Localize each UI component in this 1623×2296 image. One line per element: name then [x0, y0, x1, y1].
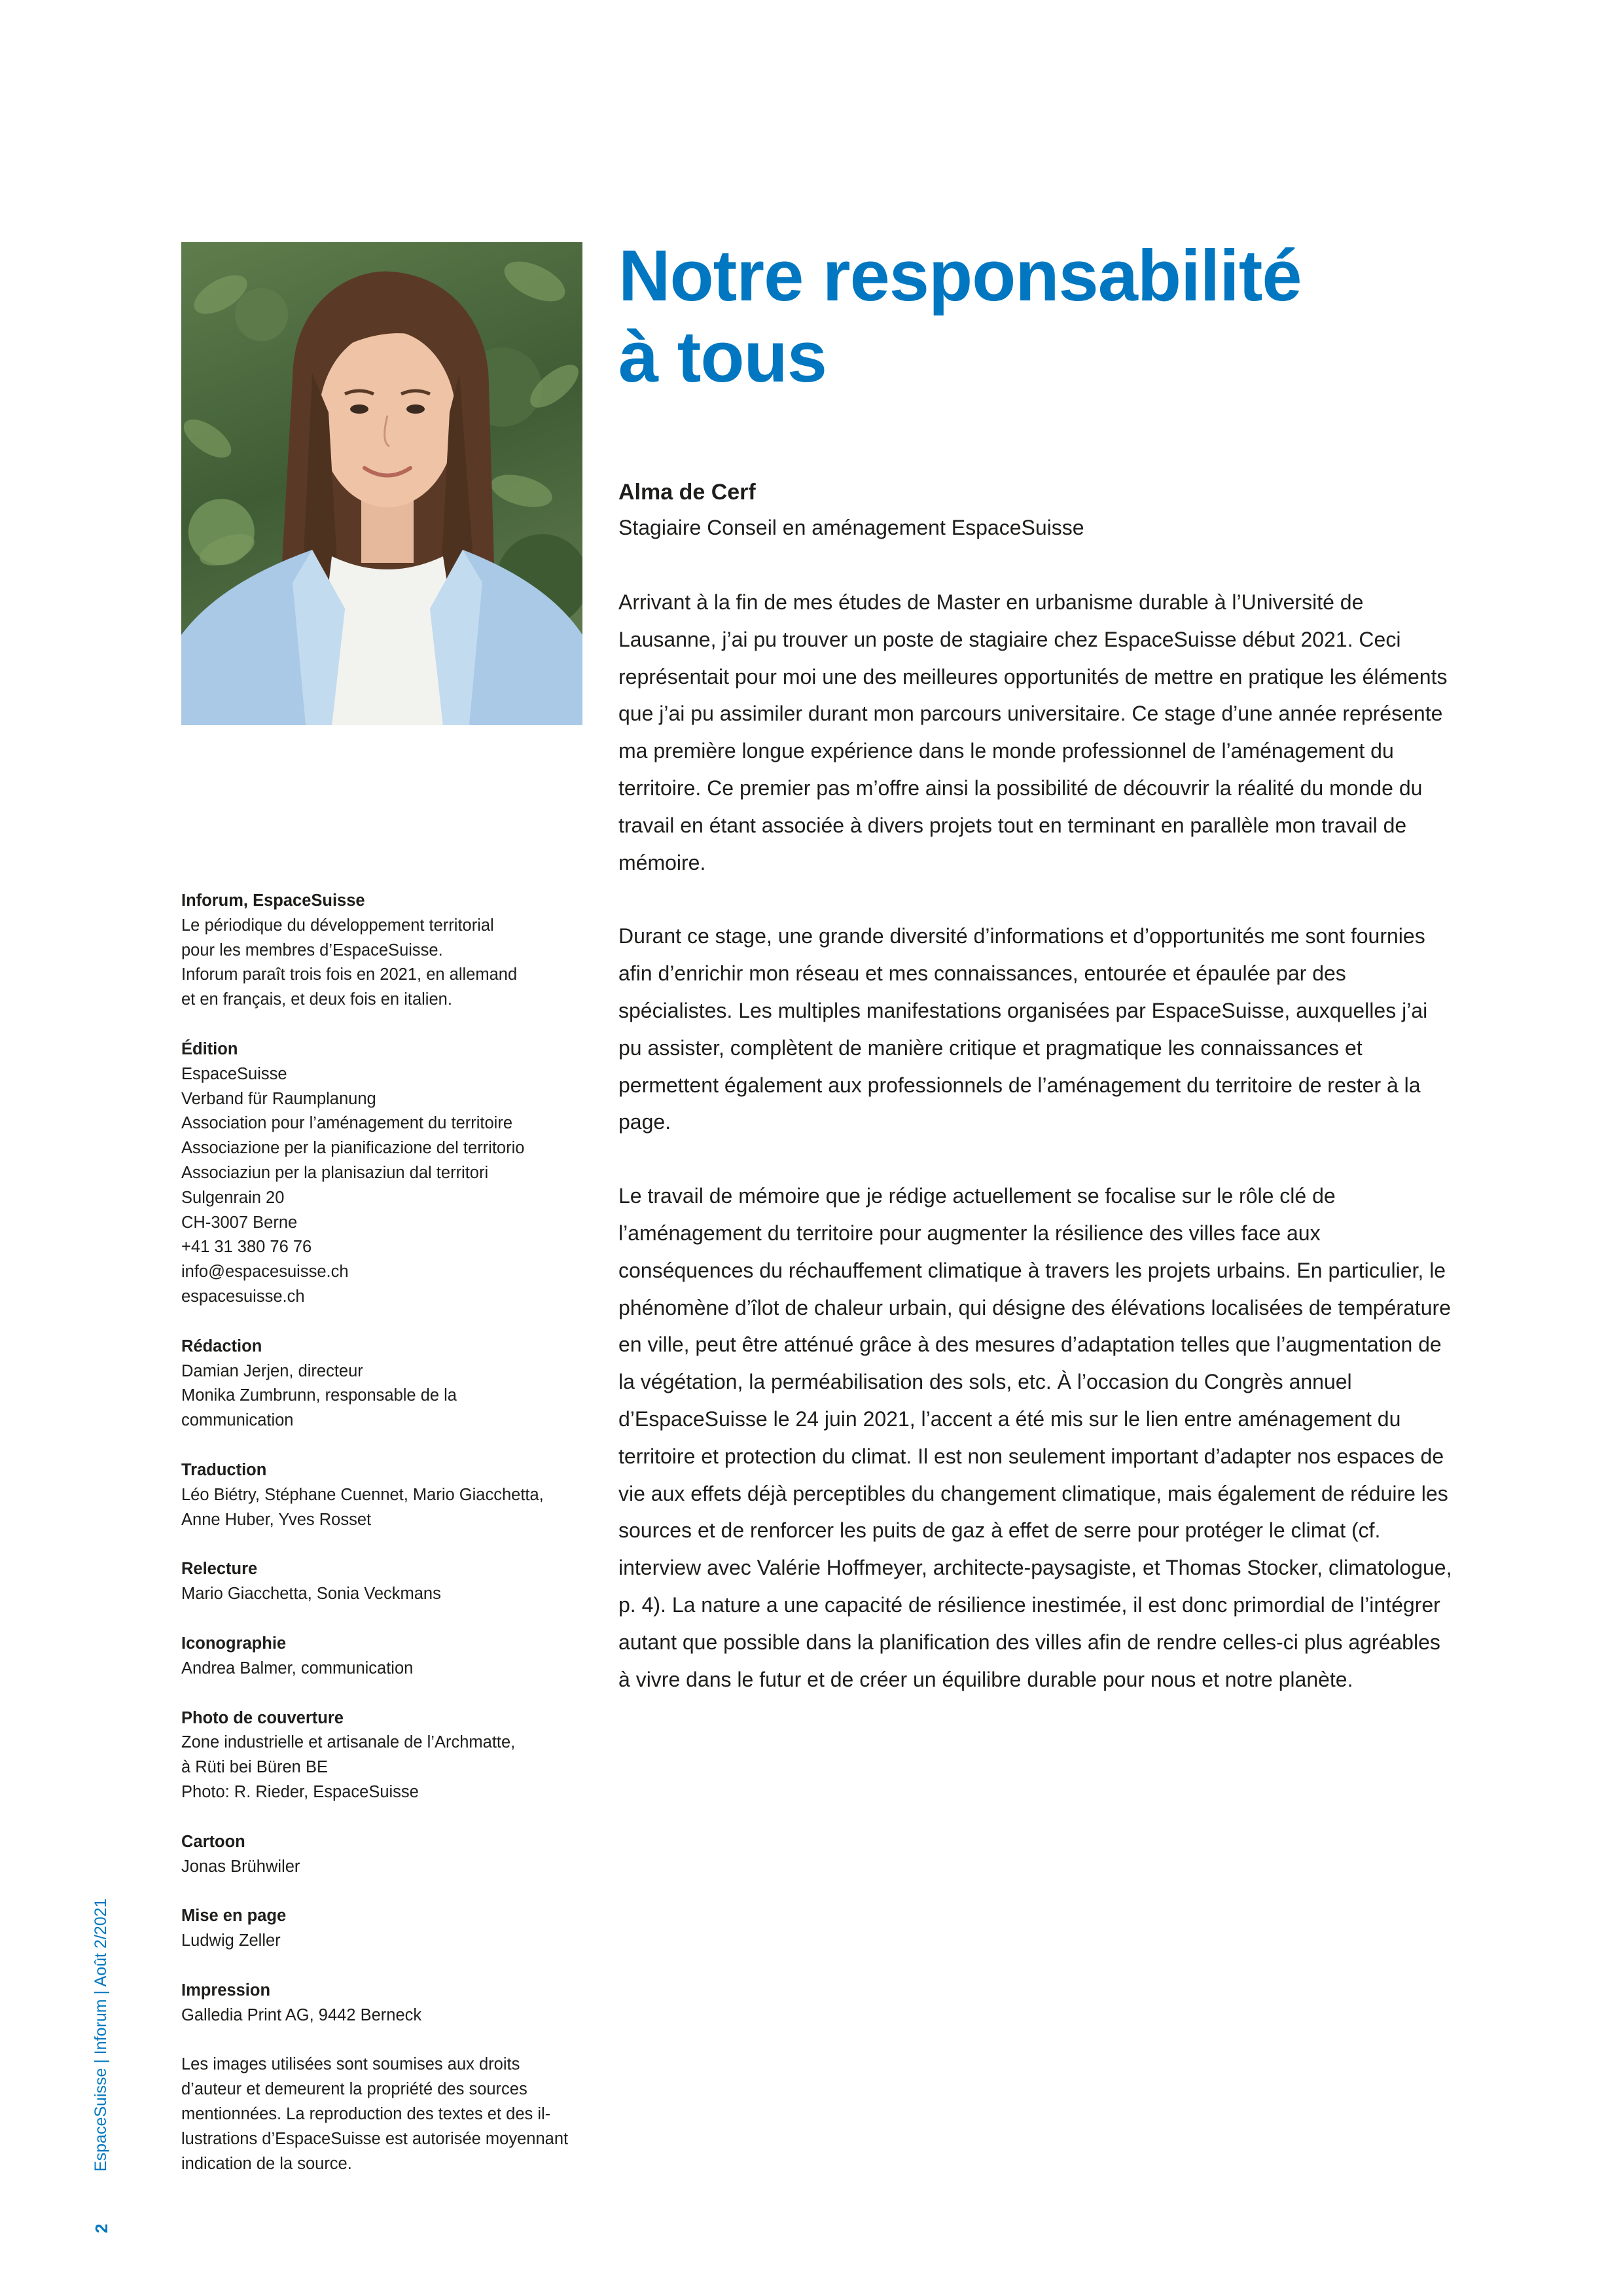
title-line-1: Notre responsabilité — [618, 236, 1302, 316]
body-paragraph-2: Durant ce stage, une grande diversité d’informations et d’opportunités me sont fournies afin d’enrichir mon réseau et mes connaissances, entourée et épaulée par des spécialistes. Les multiples manifestations organisées par EspaceSuisse, auxquelles j’ai pu assister, complètent de manière critique et pragmatique les connaissances et permettent également aux professionnels de l’aménagement du territoire de rester à la page. — [618, 924, 1428, 1134]
imprint-impression-line: Galledia Print AG, 9442 Berneck — [181, 2005, 422, 2024]
imprint-iconographie-line: Andrea Balmer, communication — [181, 1659, 414, 1677]
author-role: Stagiaire Conseil en aménagement EspaceSuisse — [618, 516, 1084, 539]
imprint-rights-line: indication de la source. — [181, 2154, 352, 2173]
author-name: Alma de Cerf — [618, 480, 756, 505]
imprint-edition-line: Sulgenrain 20 — [181, 1188, 285, 1207]
imprint-intro-heading: Inforum, EspaceSuisse — [181, 891, 365, 910]
imprint-phone: +41 31 380 76 76 — [181, 1238, 312, 1257]
article-body — [618, 584, 1453, 1734]
imprint-traduction — [181, 1458, 587, 1532]
imprint-edition-line: Verband für Raumplanung — [181, 1089, 376, 1108]
imprint-intro-line: et en français, et deux fois en italien. — [181, 990, 452, 1009]
imprint-edition-line: EspaceSuisse — [181, 1064, 287, 1083]
imprint-couverture-heading: Photo de couverture — [181, 1708, 344, 1727]
imprint-couverture-line: Zone industrielle et artisanale de l’Archmatte, — [181, 1733, 516, 1752]
imprint-website-link[interactable]: espacesuisse.ch — [181, 1287, 305, 1306]
imprint-relecture-heading: Relecture — [181, 1560, 258, 1579]
imprint-edition-line: CH-3007 Berne — [181, 1213, 298, 1232]
imprint-couverture-line: à Rüti bei Büren BE — [181, 1758, 328, 1777]
imprint-intro — [181, 889, 587, 1013]
imprint-column — [181, 889, 587, 2201]
imprint-rights-line: d’auteur et demeurent la propriété des sources — [181, 2080, 527, 2099]
imprint-traduction-line: Anne Huber, Yves Rosset — [181, 1510, 372, 1529]
article-title — [618, 236, 1469, 398]
imprint-cartoon-line: Jonas Brühwiler — [181, 1857, 300, 1876]
imprint-redaction-line: Monika Zumbrunn, responsable de la — [181, 1386, 457, 1405]
imprint-iconographie — [181, 1632, 587, 1681]
imprint-traduction-line: Léo Biétry, Stéphane Cuennet, Mario Giacchetta, — [181, 1485, 544, 1504]
imprint-edition-line: Association pour l’aménagement du territoire — [181, 1114, 513, 1133]
imprint-edition-heading: Édition — [181, 1039, 238, 1058]
imprint-mise-en-page-line: Ludwig Zeller — [181, 1931, 281, 1950]
imprint-rights-line: lustrations d’EspaceSuisse est autorisée moyennant — [181, 2129, 569, 2148]
running-head-vertical: EspaceSuisse | Inforum | Août 2/2021 — [92, 1898, 110, 2172]
imprint-intro-line: Le périodique du développement territorial — [181, 916, 494, 935]
imprint-email-link[interactable]: info@espacesuisse.ch — [181, 1263, 349, 1282]
imprint-mise-en-page — [181, 1904, 587, 1954]
body-paragraph-3: Le travail de mémoire que je rédige actuellement se focalise sur le rôle clé de l’aménagement du territoire pour augmenter la résilience des villes face aux conséquences du réchauffement climatique à travers les projets urbains. En particulier, le phénomène d’îlot de chaleur urbain, qui désigne des élévations localisées de température en ville, peut être atténué grâce à des mesures d’adaptation telles que l’augmentation de la végétation, la perméabilisation des sols, etc. À l’occasion du Congrès annuel d’EspaceSuisse le 24 juin 2021, l’accent a été mis sur le lien entre aménagement du territoire et protection du climat. Il est non seulement important d’adapter nos espaces de vie aux effets déjà perceptibles du changement climatique, mais également de réduire les sources et de renforcer les puits de gaz à effet de serre pour protéger le climat (cf. interview avec Valérie Hoffmeyer, architecte-paysagiste, et Thomas Stocker, climatologue, p. 4). La nature a une capacité de résilience inestimée, il est donc primordial de l’intégrer autant que possible dans la planification des villes afin de rendre celles-ci plus agréables à vivre dans le futur et de créer un équilibre durable pour nous et notre planète. — [618, 1184, 1452, 1691]
page-number: 2 — [92, 2223, 111, 2233]
imprint-relecture-line: Mario Giacchetta, Sonia Veckmans — [181, 1585, 441, 1604]
author-portrait-photo — [181, 242, 582, 725]
imprint-rights-line: Les images utilisées sont soumises aux droits — [181, 2055, 520, 2074]
imprint-redaction-line: Damian Jerjen, directeur — [181, 1361, 363, 1380]
body-paragraph-1: Arrivant à la fin de mes études de Master en urbanisme durable à l’Université de Lausanne, j’ai pu trouver un poste de stagiaire chez EspaceSuisse début 2021. Ceci représentait pour moi une des meilleures opportunités de mettre en pratique les éléments que j’ai pu assimiler durant mon parcours universitaire. Ce stage d’une année représente ma première longue expérience dans le monde professionnel de l’aménagement du territoire. Ce premier pas m’offre ainsi la possibilité de découvrir la réalité du monde du travail en étant associée à divers projets tout en terminant en parallèle mon travail de mémoire. — [618, 590, 1448, 874]
imprint-mise-en-page-heading: Mise en page — [181, 1907, 287, 1926]
title-line-2: à tous — [618, 317, 827, 397]
imprint-rights-line: mentionnées. La reproduction des textes et des il- — [181, 2105, 551, 2124]
imprint-edition — [181, 1037, 587, 1310]
imprint-couverture-line: Photo: R. Rieder, EspaceSuisse — [181, 1782, 419, 1801]
imprint-traduction-heading: Traduction — [181, 1460, 267, 1479]
imprint-rights-notice — [181, 2053, 587, 2176]
imprint-intro-line: Inforum paraît trois fois en 2021, en allemand — [181, 965, 518, 984]
imprint-redaction-heading: Rédaction — [181, 1336, 262, 1355]
imprint-edition-line: Associazione per la pianificazione del territorio — [181, 1139, 525, 1158]
imprint-redaction — [181, 1335, 587, 1433]
imprint-cartoon — [181, 1830, 587, 1880]
imprint-cartoon-heading: Cartoon — [181, 1832, 245, 1851]
imprint-edition-line: Associaziun per la planisaziun dal territori — [181, 1163, 489, 1182]
imprint-impression — [181, 1979, 587, 2028]
imprint-iconographie-heading: Iconographie — [181, 1634, 287, 1653]
imprint-relecture — [181, 1557, 587, 1607]
imprint-couverture — [181, 1706, 587, 1805]
imprint-intro-line: pour les membres d’EspaceSuisse. — [181, 941, 443, 960]
imprint-redaction-line: communication — [181, 1411, 294, 1430]
imprint-impression-heading: Impression — [181, 1981, 271, 2000]
